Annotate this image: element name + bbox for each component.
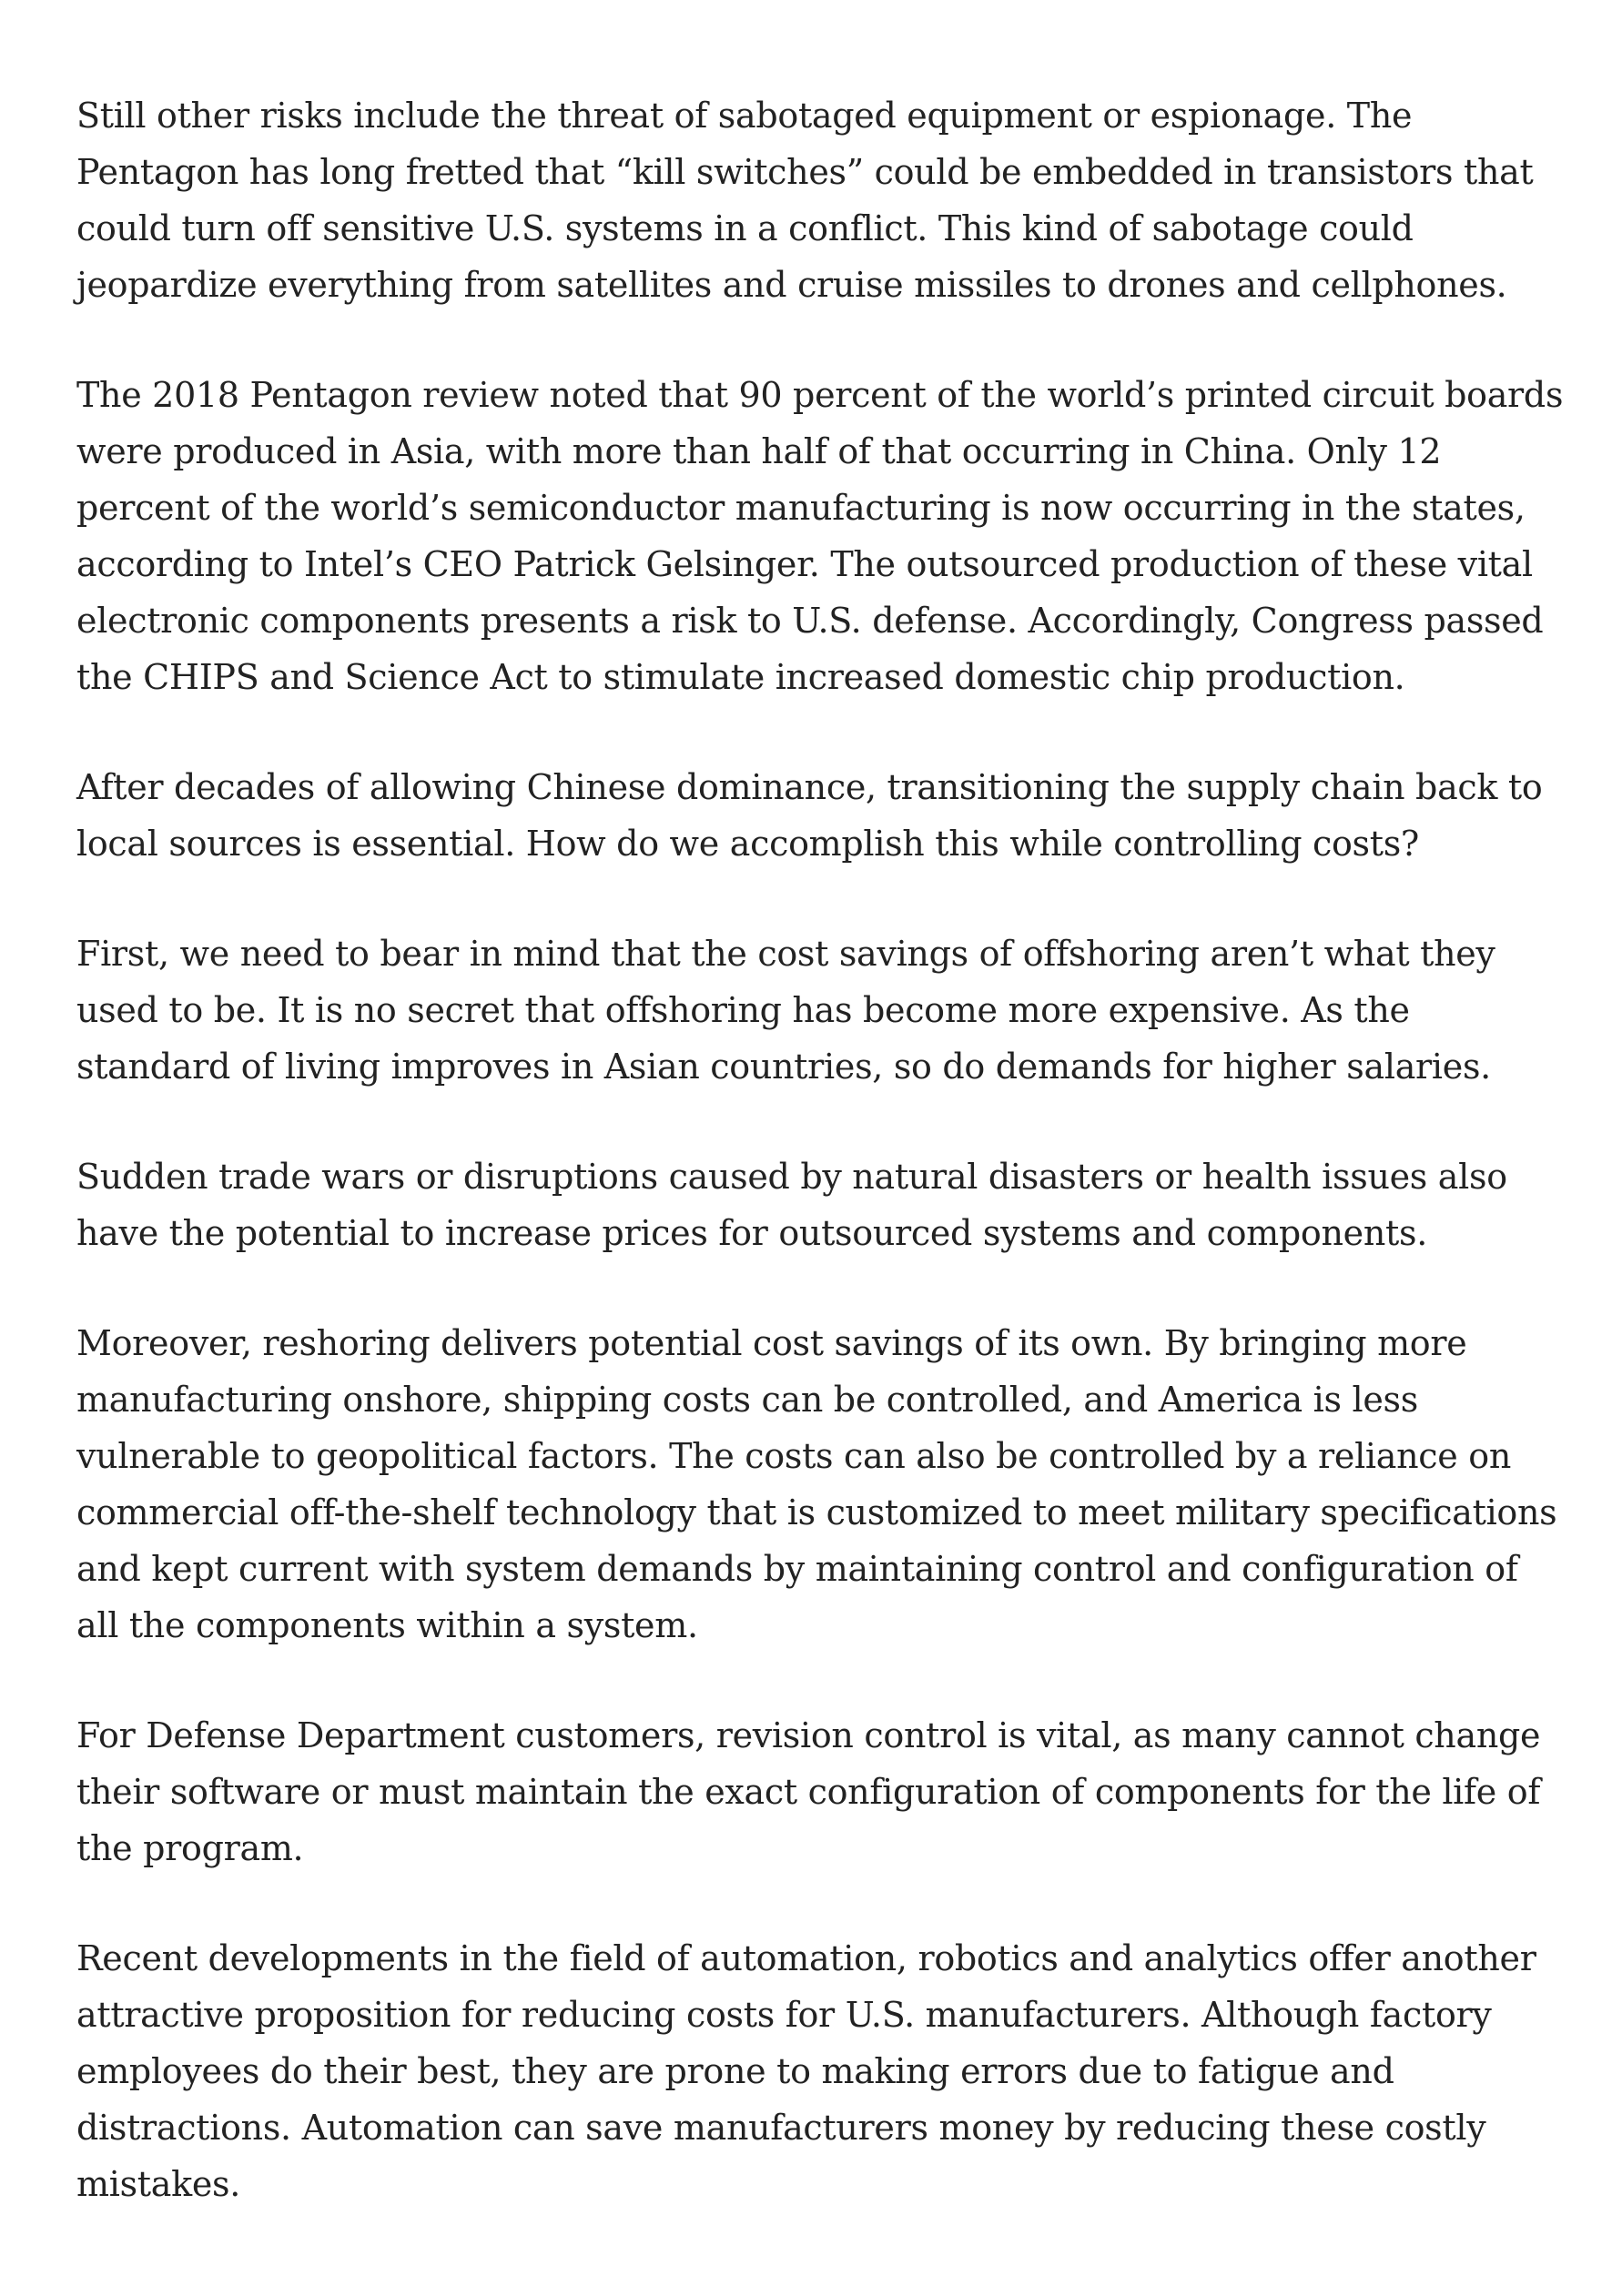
paragraph-supply-chain: After decades of allowing Chinese dominance, transitioning the supply chain back to local sources is essential. How do we accomplish this while controlling costs? <box>76 767 1543 864</box>
paragraph-trade-wars: Sudden trade wars or disruptions caused by natural disasters or health issues also have the potential to increase prices for outsourced systems and components. <box>76 1157 1507 1253</box>
paragraph-revision-control: For Defense Department customers, revision control is vital, as many cannot change their software or must maintain the exact configuration of components for the life of the program. <box>76 1715 1541 1868</box>
paragraph-automation: Recent developments in the field of automation, robotics and analytics offer another attractive proposition for reducing costs for U.S. manufacturers. Although factory employees do their best, they are prone to making errors due to fatigue and distractions. Automation can save manufacturers money by reducing these costly mistakes. <box>76 1938 1536 2204</box>
paragraph-reshoring-savings: Moreover, reshoring delivers potential cost savings of its own. By bringing more manufacturing onshore, shipping costs can be controlled, and America is less vulnerable to geopolitical factors. The costs can also be controlled by a reliance on commercial off-the-shelf technology that is customized to meet military specifications and kept current with system demands by maintaining control and configuration of all the components within a system. <box>76 1323 1557 1645</box>
paragraph-offshoring-costs: First, we need to bear in mind that the cost savings of offshoring aren’t what they used to be. It is no secret that offshoring has become more expensive. As the standard of living improves in Asian countries, so do demands for higher salaries. <box>76 934 1495 1087</box>
article-body <box>76 87 1569 2266</box>
paragraph-pentagon-review: The 2018 Pentagon review noted that 90 percent of the world’s printed circuit boards were produced in Asia, with more than half of that occurring in China. Only 12 percent of the world’s semiconductor manufacturing is now occurring in the states, according to Intel’s CEO Patrick Gelsinger. The outsourced production of these vital electronic components presents a risk to U.S. defense. Accordingly, Congress passed the CHIPS and Science Act to stimulate increased domestic chip production. <box>76 375 1564 697</box>
paragraph-sabotage-risks: Still other risks include the threat of sabotaged equipment or espionage. The Pentagon has long fretted that “kill switches” could be embedded in transistors that could turn off sensitive U.S. systems in a conflict. This kind of sabotage could jeopardize everything from satellites and cruise missiles to drones and cellphones. <box>76 96 1534 305</box>
